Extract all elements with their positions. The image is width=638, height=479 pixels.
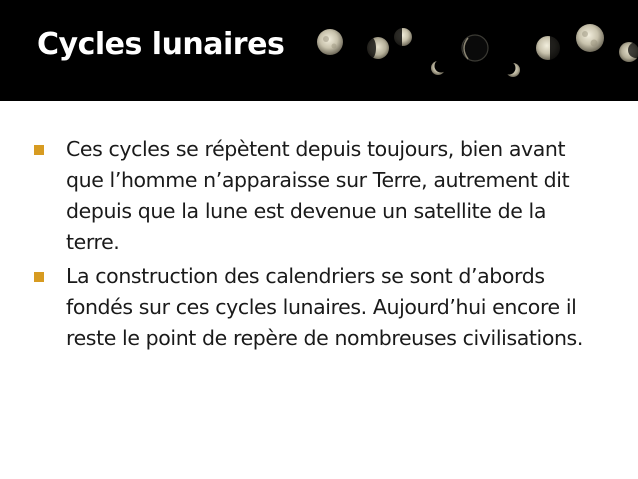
moon-full-right-icon bbox=[576, 24, 604, 52]
bullet-text: Ces cycles se répètent depuis toujours, bien avant que l’homme n’apparaisse sur Terre, autrement dit depuis que la lune est devenue un satellite de la terre. bbox=[66, 137, 570, 254]
moon-phases-image bbox=[300, 0, 638, 101]
bullet-item bbox=[30, 261, 605, 354]
title-bar bbox=[0, 0, 638, 101]
bullet-list bbox=[30, 134, 605, 357]
slide-title: Cycles lunaires bbox=[37, 27, 285, 62]
square-bullet-icon bbox=[34, 272, 44, 282]
bullet-item bbox=[30, 134, 605, 258]
bullet-text: La construction des calendriers se sont d’abords fondés sur ces cycles lunaires. Aujourd’hui encore il reste le point de repère de nombreuses civilisations. bbox=[66, 264, 583, 350]
moon-full-icon bbox=[317, 29, 343, 55]
square-bullet-icon bbox=[34, 145, 44, 155]
